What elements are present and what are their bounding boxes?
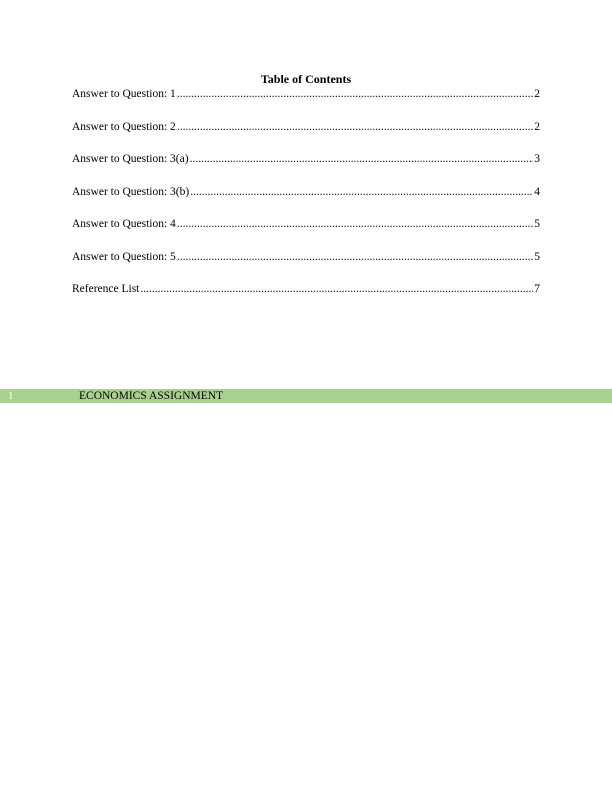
toc-entry-label: Reference List <box>72 283 140 295</box>
toc-list <box>72 87 540 315</box>
footer-page-number: 1 <box>8 390 14 402</box>
footer-title: ECONOMICS ASSIGNMENT <box>79 390 224 402</box>
toc-dot-leader <box>177 250 533 264</box>
toc-entry-page: 5 <box>534 218 540 230</box>
toc-entry-question-5[interactable] <box>72 250 540 283</box>
toc-entry-question-1[interactable] <box>72 87 540 120</box>
toc-entry-question-2[interactable] <box>72 120 540 153</box>
toc-entry-label: Answer to Question: 1 <box>72 88 176 100</box>
toc-dot-leader <box>140 282 533 296</box>
toc-title: Table of Contents <box>260 72 352 86</box>
toc-dot-leader <box>190 152 534 166</box>
toc-entry-page: 3 <box>534 153 540 165</box>
toc-entry-page: 2 <box>534 88 540 100</box>
toc-entry-label: Answer to Question: 2 <box>72 120 176 133</box>
toc-dot-leader <box>177 217 533 231</box>
toc-entry-page: 2 <box>534 120 540 133</box>
toc-entry-label: Answer to Question: 3(a) <box>72 153 189 165</box>
toc-entry-page: 7 <box>534 283 540 295</box>
toc-entry-question-3a[interactable] <box>72 152 540 185</box>
toc-entry-reference-list[interactable] <box>72 282 540 315</box>
toc-entry-page: 5 <box>534 250 540 263</box>
toc-dot-leader <box>177 87 533 101</box>
toc-entry-label: Answer to Question: 3(b) <box>72 185 190 198</box>
toc-entry-question-4[interactable] <box>72 217 540 250</box>
toc-dot-leader <box>190 185 533 199</box>
footer-band <box>0 389 612 403</box>
toc-dot-leader <box>177 120 533 134</box>
toc-entry-question-3b[interactable] <box>72 185 540 218</box>
toc-entry-page: 4 <box>534 185 540 198</box>
toc-entry-label: Answer to Question: 5 <box>72 250 176 263</box>
toc-entry-label: Answer to Question: 4 <box>72 218 176 230</box>
